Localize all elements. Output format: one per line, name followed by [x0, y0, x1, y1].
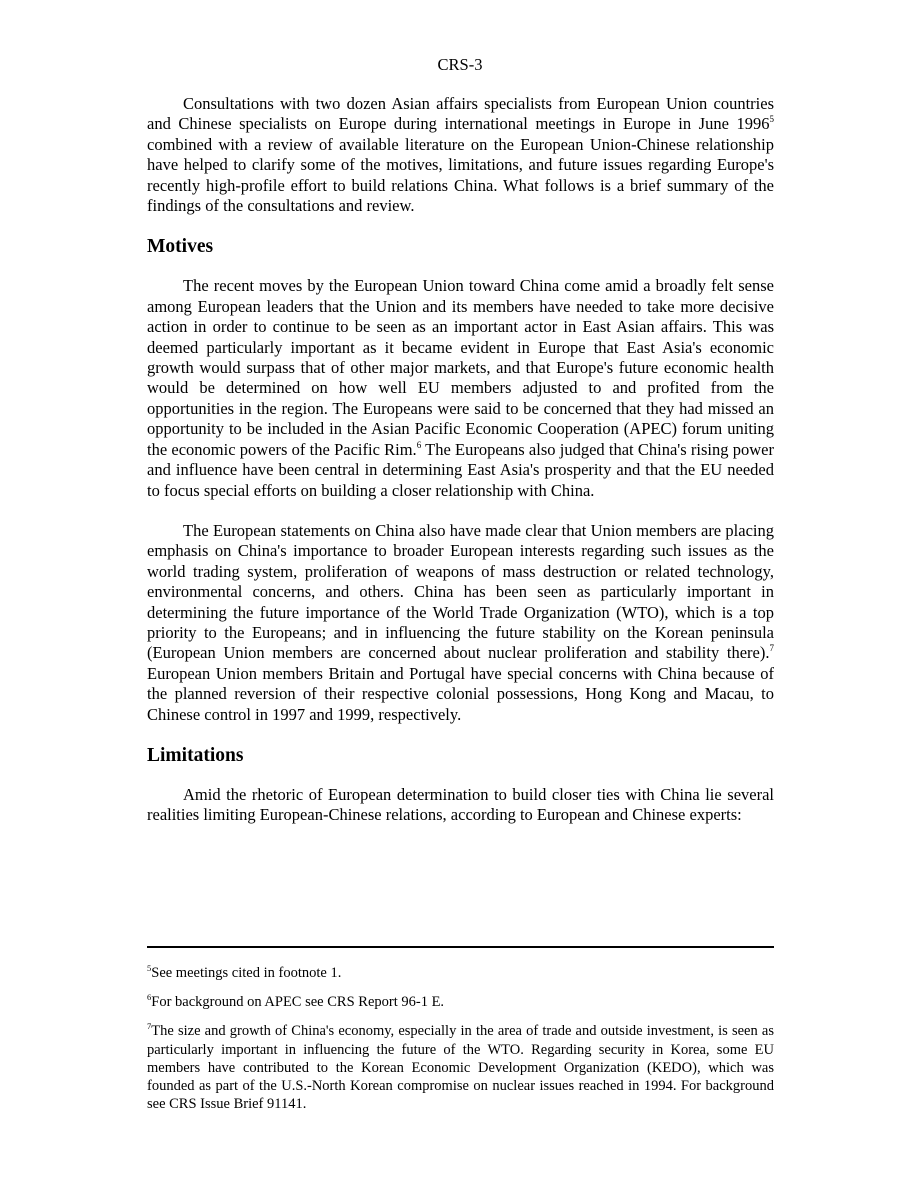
footnote-5	[147, 964, 774, 982]
intro-paragraph	[147, 94, 774, 216]
footnote-marker-6: 6	[147, 992, 152, 1003]
section-heading-limitations: Limitations	[147, 744, 244, 766]
motives-p2-text-start: The European statements on China also have made clear that Union members are placing emphasis on China's importance to broader European interests regarding such issues as the world trading system, proliferation of weapons of mass destruction or related technology, environmental concerns, and others. China has been seen as particularly important in determining the future importance of the World Trade Organization (WTO), which is a top priority to the Europeans; and in influencing the future stability on the Korean peninsula (European Union members are concerned about nuclear proliferation and stability there).	[147, 520, 774, 663]
footnote-6-text: For background on APEC see CRS Report 96-1 E.	[151, 994, 445, 1011]
footnote-ref-5: 5	[769, 114, 774, 125]
footnote-5-text: See meetings cited in footnote 1.	[151, 965, 342, 981]
main-content	[147, 94, 774, 826]
intro-text-start: Consultations with two dozen Asian affairs specialists from European Union countries and Chinese specialists on Europe during international meetings in Europe in June 1996	[147, 94, 774, 134]
footnote-marker-5: 5	[147, 963, 152, 973]
footnote-ref-6: 6	[416, 439, 422, 450]
limitations-paragraph-1: Amid the rhetoric of European determination to build closer ties with China lie several realities limiting European-Chinese relations, according to European and Chinese experts:	[147, 784, 774, 825]
section-heading-motives: Motives	[147, 236, 214, 258]
motives-paragraph-2	[147, 521, 774, 725]
motives-paragraph-1	[147, 276, 774, 500]
motives-p1-text-start: The recent moves by the European Union toward China come amid a broadly felt sense among European leaders that the Union and its members have needed to take more decisive action in order to continue to be seen as an important actor in East Asian affairs. This was deemed particularly important as it became evident in Europe that East Asia's economic growth would surpass that of other major markets, and that Europe's future economic health would be determined on how well EU members adjusted to and profited from the opportunities in the region. The Europeans were said to be concerned that they had missed an opportunity to be included in the Asian Pacific Economic Cooperation (APEC) forum uniting the economic powers of the Pacific Rim.	[147, 276, 774, 459]
footnote-7	[147, 1022, 774, 1113]
intro-text-end: combined with a review of available literature on the European Union-Chinese relationship have helped to clarify some of the motives, limitations, and future issues regarding Europe's recently high-profile effort to build relations China. What follows is a brief summary of the findings of the consultations and review.	[147, 134, 774, 216]
footnote-ref-7: 7	[769, 643, 774, 654]
footnote-6	[147, 993, 774, 1011]
motives-p1-text-end: The Europeans also judged that China's rising power and influence have been central in determining East Asia's prosperity and that the EU needed to focus special efforts on building a closer relationship with China.	[147, 439, 774, 500]
footnote-marker-7: 7	[147, 1021, 152, 1032]
motives-p2-text-end: European Union members Britain and Portugal have special concerns with China because of the planned reversion of their respective colonial possessions, Hong Kong and Macau, to Chinese control in 1997 and 1999, respectively.	[147, 663, 774, 724]
footnotes-section	[147, 964, 774, 1124]
page-number-header: CRS-3	[437, 55, 483, 74]
footnote-divider	[147, 946, 774, 948]
footnote-7-text: The size and growth of China's economy, especially in the area of trade and outside investment, is seen as particularly important in influencing the future of the WTO. Regarding security in Korea, some EU members have contributed to the Korean Economic Development Organization (KEDO), which was founded as part of the U.S.-North Korean compromise on nuclear issues reached in 1994. For background see CRS Issue Brief 91141.	[147, 1023, 774, 1113]
